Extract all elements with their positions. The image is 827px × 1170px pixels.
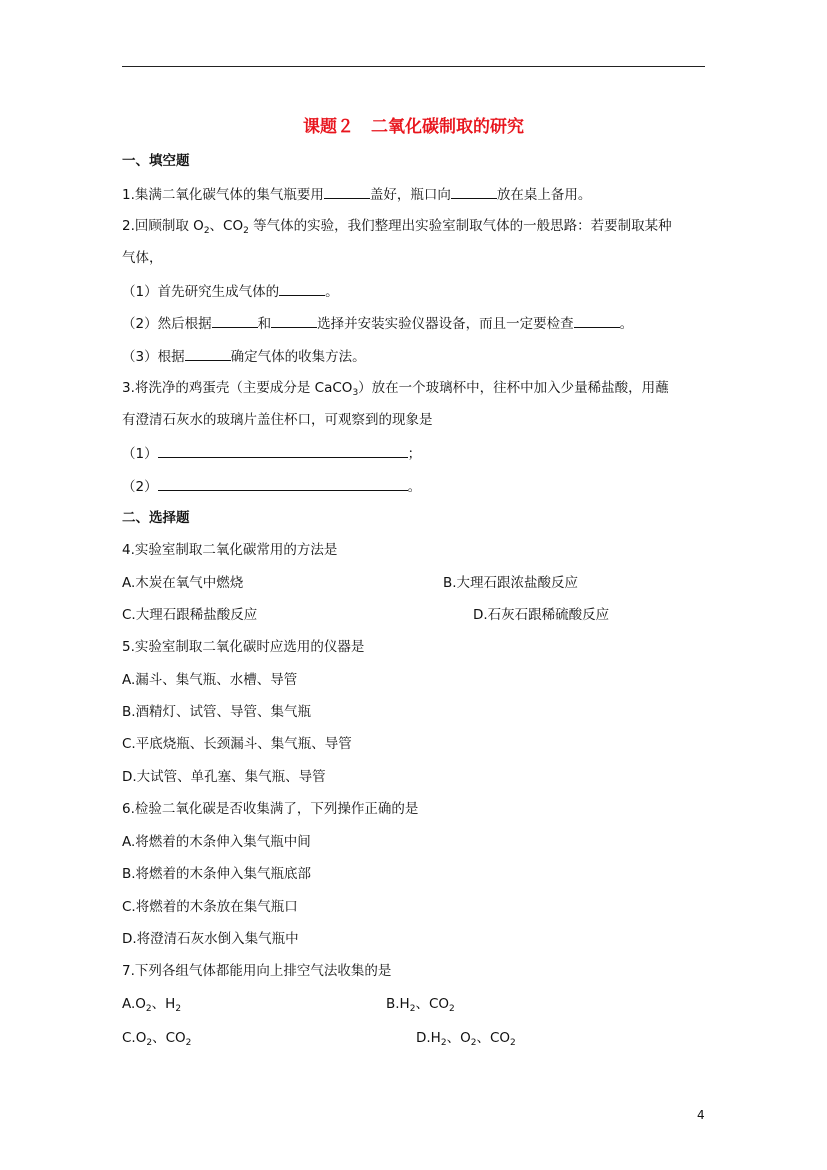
blank[interactable] [574, 314, 620, 328]
option-4d[interactable]: D.石灰石跟稀硫酸反应 [473, 607, 610, 623]
blank[interactable] [212, 314, 258, 328]
page-title: 课题２ 二氧化碳制取的研究 [303, 117, 524, 137]
option-7a[interactable]: $A.O_2$、$H_2$ [122, 996, 182, 1014]
header-rule [122, 66, 705, 67]
question-7: 7.下列各组气体都能用向上排空气法收集的是 [122, 963, 392, 979]
question-2-part-2: （2）然后根据 和 选择并安装实验仪器设备，而且一定要检查 。 [122, 316, 634, 332]
option-5b[interactable]: B.酒精灯、试管、导管、集气瓶 [122, 704, 312, 720]
section-fill-blank-heading: 一、填空题 [122, 153, 190, 169]
option-6b[interactable]: B.将燃着的木条伸入集气瓶底部 [122, 866, 312, 882]
question-6: 6.检验二氧化碳是否收集满了，下列操作正确的是 [122, 801, 419, 817]
blank[interactable] [185, 347, 231, 361]
question-2-part-1: （1）首先研究生成气体的 。 [122, 284, 339, 300]
blank[interactable] [158, 477, 408, 491]
question-3: 3.将洗净的鸡蛋壳（主要成分是 CaCO$_3$）放在一个玻璃杯中，往杯中加入少量稀盐酸，用蘸 [122, 380, 669, 398]
question-1: 1.集满二氧化碳气体的集气瓶要用 盖好，瓶口向 放在桌上备用。 [122, 187, 592, 203]
option-6c[interactable]: C.将燃着的木条放在集气瓶口 [122, 899, 298, 915]
blank[interactable] [451, 185, 497, 199]
page-number: 4 [697, 1108, 705, 1122]
section-choice-heading: 二、选择题 [122, 510, 190, 526]
option-6a[interactable]: A.将燃着的木条伸入集气瓶中间 [122, 834, 311, 850]
option-4c[interactable]: C.大理石跟稀盐酸反应 [122, 607, 258, 623]
option-6d[interactable]: D.将澄清石灰水倒入集气瓶中 [122, 931, 299, 947]
blank[interactable] [279, 282, 325, 296]
blank[interactable] [271, 314, 317, 328]
option-7b[interactable]: $B.H_2$、$CO_2$ [386, 996, 455, 1014]
question-3-part-1: （1） ； [122, 446, 422, 462]
question-5: 5.实验室制取二氧化碳时应选用的仪器是 [122, 639, 365, 655]
question-3-part-2: （2） 。 [122, 479, 422, 495]
blank[interactable] [158, 444, 408, 458]
question-2: 2.回顾制取 $O_2$、$CO_2$ 等气体的实验，我们整理出实验室制取气体的一般思路：若要制取某种 [122, 218, 672, 236]
question-2-part-3: （3）根据 确定气体的收集方法。 [122, 349, 366, 365]
option-7d[interactable]: $D.H_2$、$O_2$、$CO_2$ [416, 1030, 516, 1048]
question-4: 4.实验室制取二氧化碳常用的方法是 [122, 542, 338, 558]
option-4a[interactable]: A.木炭在氧气中燃烧 [122, 575, 244, 591]
option-5a[interactable]: A.漏斗、集气瓶、水槽、导管 [122, 672, 298, 688]
option-5c[interactable]: C.平底烧瓶、长颈漏斗、集气瓶、导管 [122, 736, 352, 752]
question-3-cont: 有澄清石灰水的玻璃片盖住杯口，可观察到的现象是 [122, 412, 433, 428]
question-2-cont: 气体， [122, 250, 163, 266]
option-4b[interactable]: B.大理石跟浓盐酸反应 [443, 575, 579, 591]
option-5d[interactable]: D.大试管、单孔塞、集气瓶、导管 [122, 769, 326, 785]
blank[interactable] [324, 185, 370, 199]
option-7c[interactable]: $C.O_2$、$CO_2$ [122, 1030, 192, 1048]
